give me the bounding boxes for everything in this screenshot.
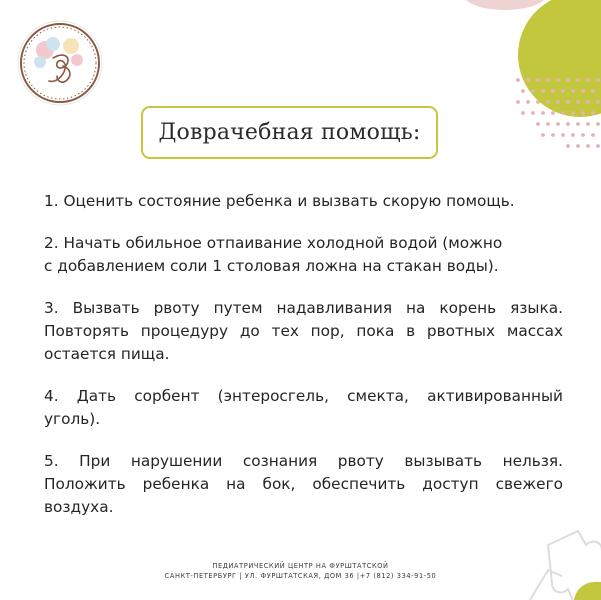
decor-dot [596,144,600,148]
decor-dot [576,144,580,148]
decor-dot [591,89,595,93]
decor-dot [551,89,555,93]
decor-dot [571,111,575,115]
decor-dot [576,122,580,126]
decor-dot [596,78,600,82]
decor-dot [586,122,590,126]
decor-dot [536,78,540,82]
decor-dot [521,89,525,93]
decor-dot [576,100,580,104]
instruction-item-5 [44,450,563,519]
page-title: Доврачебная помощь: [158,120,421,145]
decor-dot [526,100,530,104]
instruction-line: Положить ребенка на бок, обеспечить доступ свежего [44,475,563,493]
decor-dot [546,78,550,82]
decor-dot [566,100,570,104]
clinic-logo [17,20,103,106]
decor-dot [516,100,520,104]
decor-dot [556,122,560,126]
decor-dot [561,133,565,137]
footer-address: САНКТ-ПЕТЕРБУРГ | УЛ. ФУРШТАТСКАЯ, ДОМ 36 |+7 (812) 334-91-50 [164,572,437,580]
instruction-line: остается пища. [44,345,170,363]
decor-dot [581,89,585,93]
instruction-item-2 [44,232,563,278]
decor-dot [556,100,560,104]
instructions-list [44,190,563,538]
decor-dot [541,89,545,93]
instruction-line: Повторять процедуру до тех пор, пока в рвотных массах [44,322,563,340]
instruction-line: 5. При нарушении сознания рвоту вызывать нельзя. [44,452,563,470]
decor-dot [546,100,550,104]
instruction-item-1 [44,190,563,213]
pink-blob-shape [463,0,547,10]
decor-dot [586,78,590,82]
decor-dot [576,78,580,82]
decor-dot [536,100,540,104]
decor-dot [556,78,560,82]
decor-dot [541,133,545,137]
decor-dot [581,133,585,137]
decor-dot [591,111,595,115]
decor-dot [566,144,570,148]
decor-dot [516,78,520,82]
footer-clinic-name: ПЕДИАТРИЧЕСКИЙ ЦЕНТР НА ФУРШТАТСКОЙ [212,562,389,570]
instruction-line: с добавлением соли 1 столовая ложна на стакан воды). [44,257,499,275]
decor-dot [541,111,545,115]
decor-dot [571,133,575,137]
lime-corner-shape [574,582,601,600]
decor-dot [561,111,565,115]
decor-dot [591,133,595,137]
decor-dot [561,89,565,93]
instruction-item-4 [44,385,563,431]
instruction-line: 4. Дать сорбент (энтеросгель, смекта, активированный [44,387,563,405]
instruction-line: 3. Вызвать рвоту путем надавливания на корень языка. [44,299,563,317]
decor-dot [526,78,530,82]
decor-dot [521,111,525,115]
decor-dot [551,133,555,137]
decor-dot [531,111,535,115]
decor-dot [596,122,600,126]
decor-dot [551,111,555,115]
instruction-item-3 [44,297,563,366]
instruction-line: воздуха. [44,498,114,516]
decor-dot [536,122,540,126]
decor-dot [546,122,550,126]
instruction-line: 2. Начать обильное отпаивание холодной водой (можно [44,234,503,252]
decor-dot [566,122,570,126]
title-box [141,106,438,159]
decor-dot [571,89,575,93]
instruction-line: уголь). [44,410,101,428]
decor-dot [596,100,600,104]
decor-dot [531,89,535,93]
decor-dot [586,144,590,148]
lime-blob-shape [518,0,601,117]
instruction-line: 1. Оценить состояние ребенка и вызвать скорую помощь. [44,192,515,210]
decor-dot [581,111,585,115]
decor-dot [586,100,590,104]
decor-dot [566,78,570,82]
